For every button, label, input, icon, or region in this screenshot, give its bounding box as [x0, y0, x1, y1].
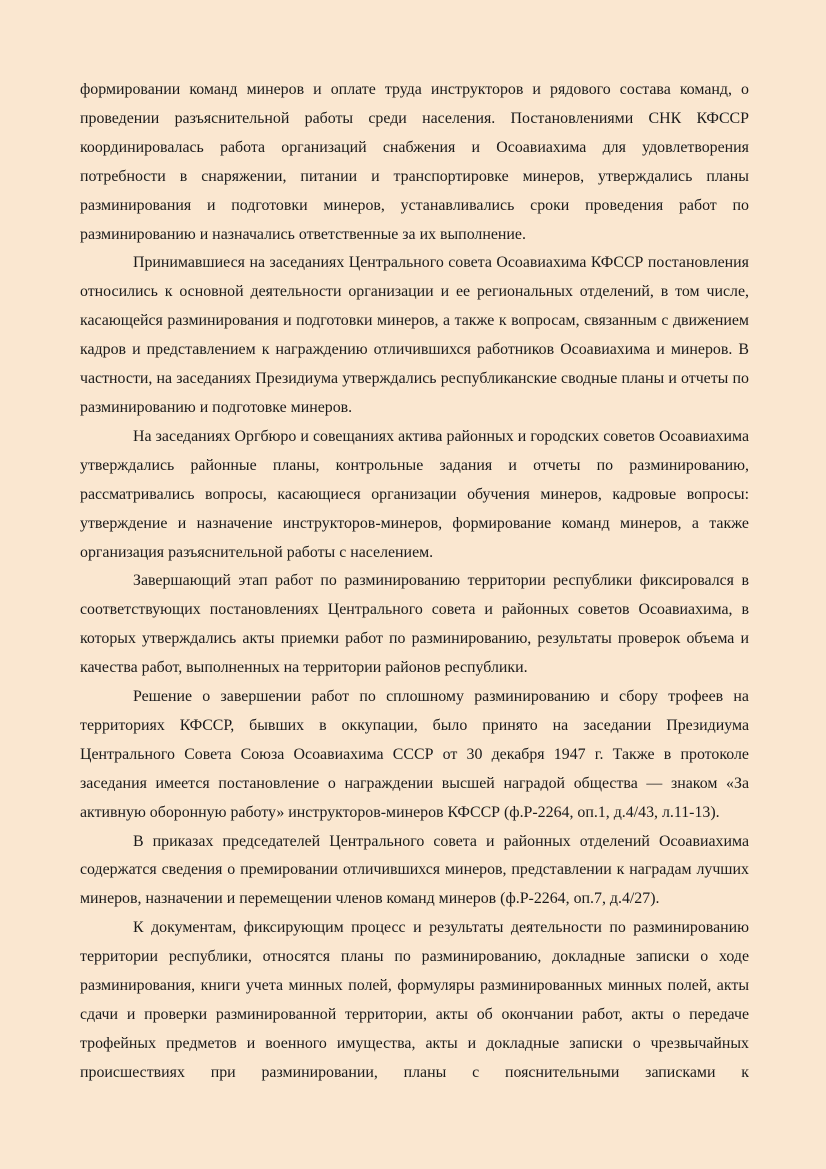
paragraph-2: Принимавшиеся на заседаниях Центрального совета Осоавиахима КФССР постановления относились к основной деятельности организации и ее региональных отделений, в том числе, касающейся разминирования и подготовки минеров, а также к вопросам, связанным с движением кадров и представлением к награждению отличившихся работников Осоавиахима и минеров. В частности, на заседаниях Президиума утверждались республиканские сводные планы и отчеты по разминированию и подготовке минеров.: [80, 254, 749, 416]
paragraph-6: В приказах председателей Центрального совета и районных отделений Осоавиахима содержатся сведения о премировании отличившихся минеров, представлении к наградам лучших минеров, назначении и перемещении членов команд минеров (ф.Р-2264, оп.7, д.4/27).: [80, 832, 749, 908]
paragraph-5: Решение о завершении работ по сплошному разминированию и сбору трофеев на территориях КФССР, бывших в оккупации, было принято на заседании Президиума Центрального Совета Союза Осоавиахима СССР от 30 декабря 1947 г. Также в протоколе заседания имеется постановление о награждении высшей наградой общества — знаком «За активную оборонную работу» инструкторов-минеров КФССР (ф.Р-2264, оп.1, д.4/43, л.11-13).: [80, 688, 749, 821]
document-page: [80, 76, 749, 1088]
paragraph-4: Завершающий этап работ по разминированию территории республики фиксировался в соответствующих постановлениях Центрального совета и районных советов Осоавиахима, в которых утверждались акты приемки работ по разминированию, результаты проверок объема и качества работ, выполненных на территории районов республики.: [80, 572, 749, 677]
paragraph-7: К документам, фиксирующим процесс и результаты деятельности по разминированию территории республики, относятся планы по разминированию, докладные записки о ходе разминирования, книги учета минных полей, формуляры разминированных минных полей, акты сдачи и проверки разминированной территории, акты об окончании работ, акты о передаче трофейных предметов и военного имущества, акты и докладные записки о чрезвычайных происшествиях при разминировании, планы с пояснительными записками к: [80, 919, 749, 1081]
paragraph-3: На заседаниях Оргбюро и совещаниях актива районных и городских советов Осоавиахима утверждались районные планы, контрольные задания и отчеты по разминированию, рассматривались вопросы, касающиеся организации обучения минеров, кадровые вопросы: утверждение и назначение инструкторов-минеров, формирование команд минеров, а также организация разъяснительной работы с населением.: [80, 427, 749, 561]
paragraph-1: формировании команд минеров и оплате труда инструкторов и рядового состава команд, о проведении разъяснительной работы среди населения. Постановлениями СНК КФССР координировалась работа организаций снабжения и Осоавиахима для удовлетворения потребности в снаряжении, питании и транспортировке минеров, утверждались планы разминирования и подготовки минеров, устанавливались сроки проведения работ по разминированию и назначались ответственные за их выполнение.: [80, 81, 749, 243]
